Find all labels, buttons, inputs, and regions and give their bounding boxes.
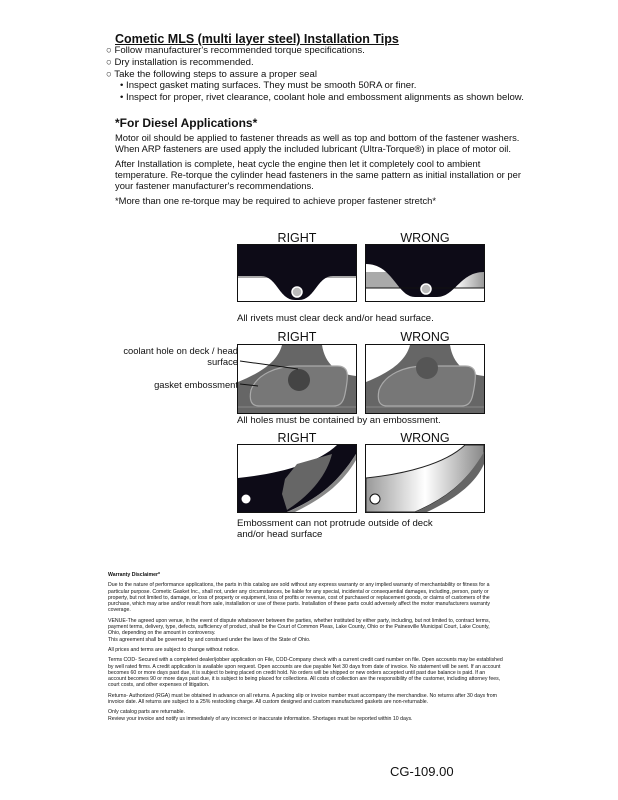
sub-tip-item: • Inspect for proper, rivet clearance, coolant hole and embossment alignments as shown below. xyxy=(120,92,524,104)
wrong-label: WRONG xyxy=(400,431,450,445)
tip-text: Dry installation is recommended. xyxy=(114,56,254,68)
right-label: RIGHT xyxy=(277,330,317,344)
rivet-right-diagram xyxy=(237,244,357,302)
returnable-paragraph: Only catalog parts are returnable. Review your invoice and notify us immediately of any incorrect or inaccurate information. Shortages must be reported within 10 days. xyxy=(108,709,413,722)
returns-paragraph: Returns- Authorized (RGA) must be obtained in advance on all returns. A packing slip or invoice number must accompany the merchandise. No returns after 30 days from invoice date. All returns are subject to a 25% restocking charge. All custom designed and custom manufactured gaskets are non-returnable. xyxy=(108,692,497,706)
page-code: CG-109.00 xyxy=(390,764,454,779)
diesel-paragraph-1: Motor oil should be applied to fastener threads as well as top and bottom of the fastener washers. When ARP fasteners are used apply the included lubricant (Ultra-Torque®) in place of motor oil. xyxy=(115,132,520,154)
diesel-paragraph-2: After Installation is complete, heat cycle the engine then let it completely cool to ambient temperature. Re-torque the cylinder head fasteners in the same pattern as initial installation or per your fastener manufacturer's recommendations. xyxy=(115,158,521,191)
right-label: RIGHT xyxy=(277,431,317,445)
callout-gasket-embossment: gasket embossment xyxy=(154,379,238,390)
page-title: Cometic MLS (multi layer steel) Installation Tips xyxy=(115,32,399,46)
tip-text: Take the following steps to assure a proper seal xyxy=(114,68,317,80)
callout-coolant-hole: coolant hole on deck / head surface xyxy=(123,345,238,367)
wrong-label: WRONG xyxy=(400,330,450,344)
coolant-wrong-diagram xyxy=(365,344,485,414)
sub-tip-text: Inspect gasket mating surfaces. They must be smooth 50RA or finer. xyxy=(126,80,417,92)
wrong-label: WRONG xyxy=(400,231,450,245)
sub-tip-item: • Inspect gasket mating surfaces. They must be smooth 50RA or finer. xyxy=(120,80,417,92)
caption-embossment: Embossment can not protrude outside of deck and/or head surface xyxy=(237,518,433,540)
caption-rivets: All rivets must clear deck and/or head surface. xyxy=(237,313,434,324)
callout-leader-lines xyxy=(200,355,320,405)
rivet-wrong-diagram xyxy=(365,244,485,302)
right-label: RIGHT xyxy=(277,231,317,245)
embossment-right-diagram xyxy=(237,444,357,513)
diesel-section xyxy=(115,116,533,210)
embossment-wrong-diagram xyxy=(365,444,485,513)
venue-paragraph: VENUE-The agreed upon venue, in the event of dispute whatsoever between the parties, whether instituted by either party, including, but not limited to, contract terms, payment terms, delivery, type, defects, sufficiency of product, shall be the Court of Common Pleas, Lake County, Ohio or the Painesville Municipal Court, Lake County, Ohio, depending on the amount in controversy. This agreement shall be governed by and construed under the laws of the State of Ohio. xyxy=(108,617,490,643)
prices-paragraph: All prices and terms are subject to change without notice. xyxy=(108,646,240,653)
terms-paragraph: Terms COD- Secured with a completed dealer/jobber application on File, COD-Company check with a current credit card number on file. Open accounts may be established by well rated firms. A credit application is available upon request. Open accounts are due payable Net 30 days from date of invoice. No statement will be sent. If an account becomes 60 or more days past due, it is subject to being placed on credit hold. No orders will be shipped or new orders accepted until past due balance is paid. If an account becomes 90 or more days past due, it is subject to being placed for collections. All costs of collection are the responsibility of the customer, including attorney fees, court costs, and other expenses of litigation. xyxy=(108,657,503,689)
warranty-heading: Warranty Disclaimer* xyxy=(108,572,160,578)
caption-holes: All holes must be contained by an embossment. xyxy=(237,415,441,426)
tips-list xyxy=(106,45,524,104)
tip-item: ○ Dry installation is recommended. xyxy=(106,56,254,68)
tip-item: ○ Follow manufacturer's recommended torque specifications. xyxy=(106,45,365,56)
diesel-note: *More than one re-torque may be required to achieve proper fastener stretch* xyxy=(115,195,437,206)
warranty-section xyxy=(108,572,503,726)
tip-item: ○ Take the following steps to assure a proper seal xyxy=(106,68,317,80)
diesel-heading: *For Diesel Applications* xyxy=(115,116,258,130)
sub-tip-text: Inspect for proper, rivet clearance, coolant hole and embossment alignments as shown below. xyxy=(126,92,524,104)
tip-text: Follow manufacturer's recommended torque specifications. xyxy=(114,45,365,56)
warranty-paragraph: Due to the nature of performance applications, the parts in this catalog are sold without any express warranty or any implied warranty of merchantability or fitness for a particular purpose. Cometic Gasket Inc., shall not, under any circumstances, be liable for any special, incidental or consequential damages, including, person, party or property, but not limited to, damage, or loss of property or equipment, loss of profits or revenue, cost of purchased or replacement goods, or claims of customers of the purchase, which may arise and/or result from sale, installation or use of these parts. Installation of these parts could adversely affect the motor manufacturers warranty coverage. xyxy=(108,582,490,614)
